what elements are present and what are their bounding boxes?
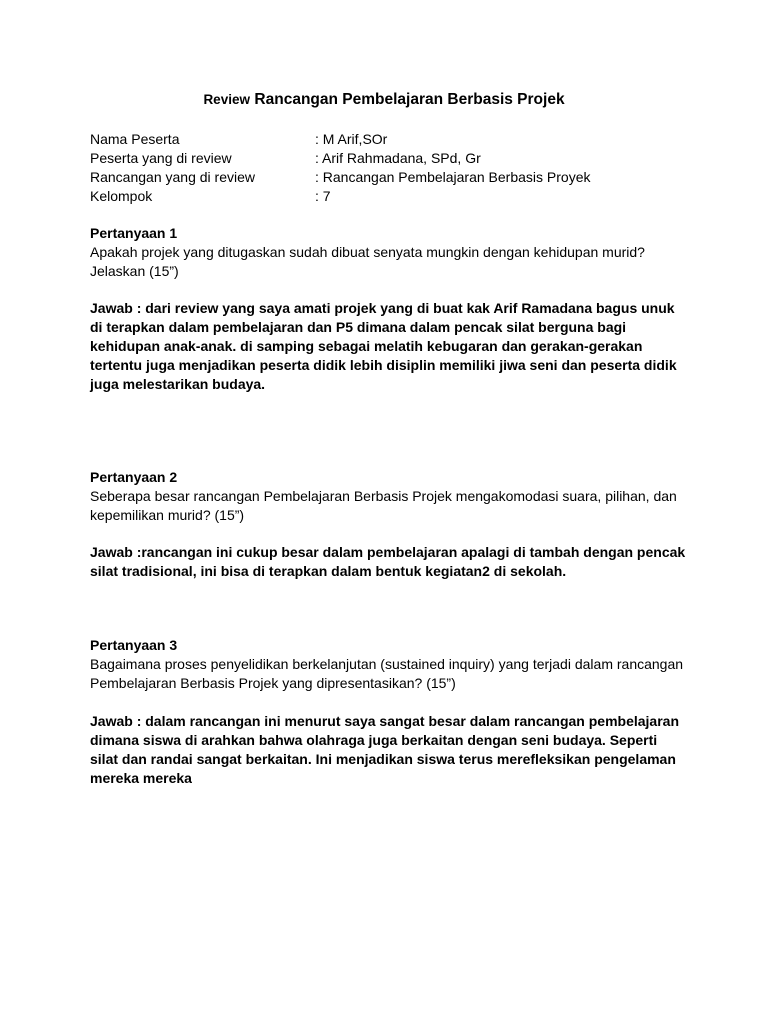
question-1-block <box>90 224 690 281</box>
question-text-line: Jelaskan (15”) <box>90 263 179 279</box>
question-text-line: Bagaimana proses penyelidikan berkelanjutan (sustained inquiry) yang terjadi dalam rancangan <box>90 656 684 672</box>
answer-text-line: Jawab : dari review yang saya amati projek yang di buat kak Arif Ramadana bagus unuk <box>90 300 675 316</box>
answer-text-line: kehidupan anak-anak. di samping sebagai melatih kebugaran dan gerakan-gerakan <box>90 338 643 354</box>
answer-1-block <box>90 299 690 394</box>
info-value: : Arif Rahmadana, SPd, Gr <box>315 150 481 166</box>
question-text-line: Pembelajaran Berbasis Projek yang dipresentasikan? (15”) <box>90 675 456 691</box>
answer-text-line: di terapkan dalam pembelajaran dan P5 dimana dalam pencak silat berguna bagi <box>90 319 627 335</box>
info-label: Kelompok <box>90 188 153 204</box>
answer-text-line: Jawab :rancangan ini cukup besar dalam pembelajaran apalagi di tambah dengan pencak <box>90 544 686 560</box>
answer-2-block <box>90 543 690 581</box>
info-value: : Rancangan Pembelajaran Berbasis Proyek <box>315 169 591 185</box>
info-value: : M Arif,SOr <box>315 131 388 147</box>
answer-text-line: silat dan randai sangat berkaitan. Ini menjadikan siswa terus merefleksikan pengelaman <box>90 751 676 767</box>
info-value: : 7 <box>315 188 331 204</box>
title-prefix: Review <box>203 92 250 107</box>
question-text-line: Apakah projek yang ditugaskan sudah dibuat senyata mungkin dengan kehidupan murid? <box>90 244 645 260</box>
answer-3-block <box>90 712 690 788</box>
answer-text-line: Jawab : dalam rancangan ini menurut saya sangat besar dalam rancangan pembelajaran <box>90 713 679 729</box>
answer-text-line: mereka mereka <box>90 770 192 786</box>
document-title <box>0 91 768 109</box>
question-2-block <box>90 468 690 525</box>
answer-text-line: juga melestarikan budaya. <box>90 376 266 392</box>
info-label: Nama Peserta <box>90 131 180 147</box>
info-row-nama-peserta <box>90 130 650 149</box>
info-row-kelompok <box>90 187 650 206</box>
question-3-block <box>90 636 690 693</box>
participant-info <box>90 130 650 206</box>
answer-text-line: silat tradisional, ini bisa di terapkan dalam bentuk kegiatan2 di sekolah. <box>90 563 567 579</box>
info-label: Peserta yang di review <box>90 150 232 166</box>
title-main: Rancangan Pembelajaran Berbasis Projek <box>254 91 565 108</box>
info-row-rancangan-review <box>90 168 650 187</box>
answer-text-line: tertentu juga menjadikan peserta didik lebih disiplin memiliki jiwa seni dan peserta didik <box>90 357 677 373</box>
question-heading: Pertanyaan 3 <box>90 637 178 653</box>
answer-text-line: dimana siswa di arahkan bahwa olahraga juga berkaitan dengan seni budaya. Seperti <box>90 732 658 748</box>
question-text-line: kepemilikan murid? (15”) <box>90 507 245 523</box>
info-label: Rancangan yang di review <box>90 169 255 185</box>
question-text-line: Seberapa besar rancangan Pembelajaran Berbasis Projek mengakomodasi suara, pilihan, dan <box>90 488 677 504</box>
question-heading: Pertanyaan 2 <box>90 469 178 485</box>
info-row-peserta-review <box>90 149 650 168</box>
question-heading: Pertanyaan 1 <box>90 225 178 241</box>
